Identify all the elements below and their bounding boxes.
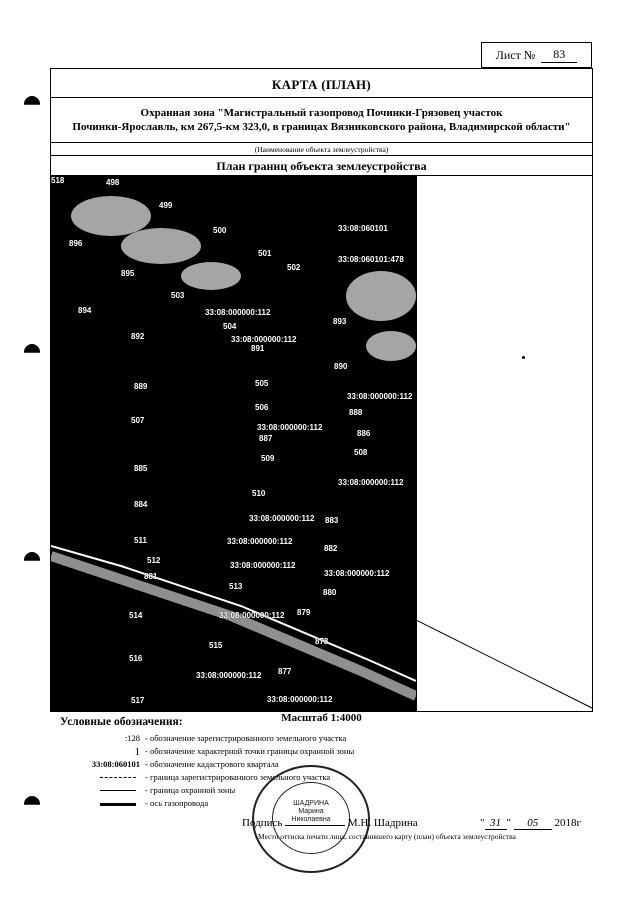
map-point-label: 517 — [131, 696, 145, 705]
map-point-label: 499 — [159, 201, 173, 210]
object-name-caption: (Наименование объекта землеустройства) — [254, 145, 389, 154]
map-point-label: 887 — [259, 434, 273, 443]
map-point-label: 515 — [209, 641, 223, 650]
map-point-label: 884 — [134, 500, 148, 509]
map-point-label: 879 — [297, 608, 311, 617]
object-name-line2: Починки-Ярославль, км 267,5-км 323,0, в границах Вязниковского района, Владимирской области" — [72, 121, 571, 133]
legend-symbol: :128 — [124, 733, 140, 743]
map-point-label: 512 — [147, 556, 161, 565]
map-point-label: 513 — [229, 582, 243, 591]
map-point-label: 514 — [129, 611, 143, 620]
signature-date: " 31 " 05 2018г — [480, 817, 582, 829]
map-point-label: 33:08:000000:112 — [196, 671, 262, 680]
divider — [50, 97, 593, 98]
map-point-label: 504 — [223, 322, 237, 331]
map-point-label: 890 — [334, 362, 348, 371]
map-point-label: 33:08:060101:478 — [338, 255, 404, 264]
map-point-label: 498 — [106, 178, 120, 187]
signature-row — [242, 817, 418, 829]
map-point-label: 878 — [315, 637, 329, 646]
map-point-label: 33:08:000000:112 — [231, 335, 297, 344]
map-point-label: 892 — [131, 332, 145, 341]
punch-hole — [24, 796, 40, 812]
map-point-label: 882 — [324, 544, 338, 553]
legend-text: - обозначение характерной точки границы охранной зоны — [145, 746, 355, 756]
map-point-label: 880 — [323, 588, 337, 597]
map-point-label: 510 — [252, 489, 266, 498]
map-point-label: 881 — [144, 572, 158, 581]
map-point-label: 506 — [255, 403, 269, 412]
map-point-label: 889 — [134, 382, 148, 391]
map-point-label: 505 — [255, 379, 269, 388]
map-point-label: 893 — [333, 317, 347, 326]
map-point-label: 508 — [354, 448, 368, 457]
map-point-label: 509 — [261, 454, 275, 463]
legend-title: Условные обозначения: — [60, 716, 183, 728]
date-day: 31 — [485, 817, 507, 830]
legend-line-zone — [100, 790, 136, 791]
map-point-label: 33:08:000000:112 — [267, 695, 333, 704]
map-point-label: 511 — [134, 536, 147, 545]
map-point-label: 33:08:060101 — [338, 224, 388, 233]
map-point-label: 500 — [213, 226, 227, 235]
map-point-label: 502 — [287, 263, 301, 272]
map-point-label: 891 — [251, 344, 265, 353]
boundary-line — [416, 620, 593, 712]
sheet-label: Лист № — [495, 47, 536, 62]
map-point-label: 33:08:000000:112 — [324, 569, 390, 578]
map-point-label: 501 — [258, 249, 272, 258]
object-name — [60, 106, 583, 134]
legend-symbol: 33:08:060101 — [91, 759, 140, 769]
sheet-number: 83 — [541, 47, 577, 63]
map-point-label: 518 — [51, 176, 65, 185]
legend-line-parcel — [100, 777, 136, 778]
sheet-number-box — [481, 42, 592, 68]
map-point-label: 33:08:000000:112 — [227, 537, 293, 546]
map-point-label: 507 — [131, 416, 145, 425]
date-year: 2018г — [554, 817, 582, 829]
legend-text: - граница зарегистрированного земельного участка — [145, 772, 331, 782]
signature-label: Подпись — [242, 817, 283, 829]
legend-text: - ось газопровода — [145, 798, 209, 808]
legend-text: - обозначение кадастрового квартала — [145, 759, 279, 769]
document-title: КАРТА (ПЛАН) — [271, 77, 372, 92]
map-point-label: 883 — [325, 516, 339, 525]
map-point-label: 516 — [129, 654, 143, 663]
map-point-label: 33:08:000000:112 — [205, 308, 271, 317]
map-point-label: 33:08:000000:112 — [347, 392, 413, 401]
map-point-label: 503 — [171, 291, 185, 300]
map-point-label: 33:08:000000:112 — [230, 561, 296, 570]
punch-hole — [24, 552, 40, 568]
object-name-line1: Охранная зона "Магистральный газопровод Починки-Грязовец участок — [140, 107, 503, 119]
map-point-label: 33:08:000000:112 — [257, 423, 323, 432]
map-image — [51, 176, 416, 711]
map-scale: Масштаб 1:4000 — [281, 712, 362, 724]
map-point-label: 886 — [357, 429, 371, 438]
signature-caption: Место оттиска печати лица, составившего карту (план) объекта землеустройства — [258, 832, 516, 841]
plan-title: План границ объекта землеустройства — [216, 159, 427, 173]
map-point-label: 33:08:000000:112 — [219, 611, 285, 620]
map-point-label: 33:08:000000:112 — [338, 478, 404, 487]
legend-symbol: 1 — [134, 746, 140, 758]
map-point-label: 33:08:000000:112 — [249, 514, 315, 523]
map-point-label: 885 — [134, 464, 148, 473]
map-point-label: 888 — [349, 408, 363, 417]
punch-hole — [24, 96, 40, 112]
point-marker — [522, 356, 525, 359]
seal-stamp-text: ШАДРИНА Марина Николаевна — [291, 800, 331, 823]
map-point-label: 894 — [78, 306, 92, 315]
map-point-label: 895 — [121, 269, 135, 278]
map-point-label: 877 — [278, 667, 292, 676]
signature-name: М.Н. Шадрина — [347, 817, 418, 829]
legend-text: - граница охранной зоны — [145, 785, 236, 795]
legend-line-axis — [100, 803, 136, 806]
map-point-label: 896 — [69, 239, 83, 248]
divider — [50, 142, 593, 143]
legend-text: - обозначение зарегистрированного земельного участка — [145, 733, 347, 743]
date-month: 05 — [514, 817, 552, 830]
divider — [50, 155, 593, 156]
punch-hole — [24, 344, 40, 360]
